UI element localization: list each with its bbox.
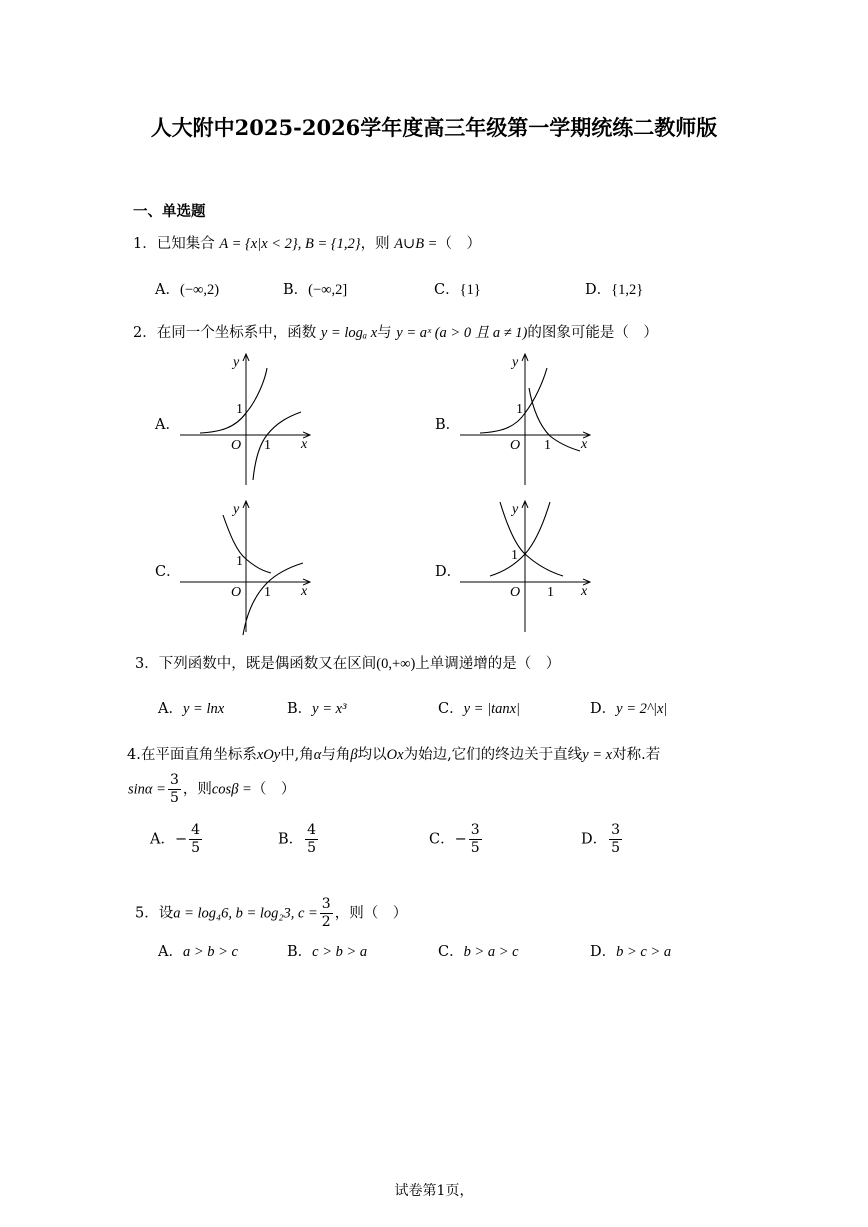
question-1 [133, 232, 481, 253]
math-expression: a = log₄6, b = log₂3, c = [173, 905, 318, 922]
option-c: C．{1} [434, 282, 481, 298]
option-b: B．c > b > a [287, 944, 368, 960]
x-label: x [301, 584, 308, 599]
exp-curve [480, 368, 547, 433]
option-d: D．{1,2} [585, 282, 644, 298]
origin-label: O [510, 438, 521, 453]
tick-one-y: 1 [236, 554, 243, 569]
x-label: x [301, 437, 308, 452]
option-d: D． $\frac{3}{5}$ [581, 822, 621, 856]
graph-label-a: A． [155, 417, 180, 433]
question-text: 与 [377, 325, 392, 341]
math-expression: y = aˣ (a > 0 且 a ≠ 1) [396, 325, 528, 341]
section-heading: 一、单选题 [133, 203, 206, 220]
question-text: 已知集合 [156, 236, 215, 252]
tick-one-y: 1 [236, 402, 243, 417]
log-curve [253, 412, 301, 480]
graph-label-b: B． [435, 417, 461, 433]
option-d: D．y = 2^|x| [590, 701, 668, 717]
question-number: 2． [133, 325, 157, 341]
question-text: 上单调递增的是（ ） [415, 656, 561, 672]
answer-paren: （ ） [437, 236, 481, 252]
math-expression: sinα = [128, 781, 166, 798]
tick-one-x: 1 [547, 585, 554, 600]
origin-label: O [231, 438, 242, 453]
question-number: 5． [135, 905, 159, 922]
option-b: B．y = x³ [287, 701, 347, 717]
fraction: $\frac{3}{2}$ [321, 896, 331, 930]
tick-one-x: 1 [264, 438, 271, 453]
tick-one-x: 1 [544, 438, 551, 453]
y-label: y [512, 502, 519, 517]
y-label: y [233, 502, 240, 517]
question-number: 1． [133, 236, 157, 252]
math-expression: y = logₐ x [320, 325, 378, 341]
tick-one-y: 1 [511, 548, 518, 563]
option-b: B． $\frac{4}{5}$ [278, 822, 317, 856]
graph-b [455, 350, 600, 490]
graph-label-d: D． [435, 564, 462, 580]
growth-curve [490, 502, 550, 576]
graph-d [455, 497, 600, 637]
graph-label-c: C． [155, 564, 181, 580]
question-text: ，则 [360, 236, 390, 252]
page-title: 人大附中2025-2026学年度高三年级第一学期统练二教师版 [150, 115, 718, 140]
option-c: C．− $\frac{3}{5}$ [429, 822, 480, 856]
decay-curve [500, 502, 563, 576]
fraction: $\frac{3}{5}$ [169, 772, 179, 806]
graph-c [175, 497, 320, 637]
x-label: x [581, 437, 588, 452]
origin-label: O [231, 585, 242, 600]
log-curve [243, 563, 303, 635]
log-curve [529, 388, 580, 451]
question-2 [133, 321, 658, 342]
math-expression: (0,+∞) [376, 656, 416, 672]
y-label: y [233, 355, 240, 370]
origin-label: O [510, 585, 521, 600]
question-number: 3． [135, 656, 159, 672]
math-expression: A∪B = [394, 236, 438, 252]
question-text: 的图象可能是（ ） [527, 325, 658, 341]
question-3 [135, 652, 560, 673]
graph-a [175, 350, 320, 490]
question-4-line-2: sinα = $\frac{3}{5}$ ，则cosβ =（ ） [128, 772, 296, 806]
question-4-line-1: 4.在平面直角坐标系xOy中,角α与角β均以Ox为始边,它们的终边关于直线y = x对称.若 [127, 747, 661, 763]
option-c: C．b > a > c [438, 944, 519, 960]
option-a: A．y = lnx [158, 701, 225, 717]
option-d: D．b > c > a [590, 944, 672, 960]
option-a: A．(−∞,2) [155, 282, 220, 298]
y-label: y [512, 355, 519, 370]
exp-curve [223, 515, 271, 573]
page-footer: 试卷第1页， [394, 1183, 474, 1199]
option-c: C．y = |tanx| [438, 701, 521, 717]
exp-curve [200, 368, 267, 433]
question-text: 下列函数中，既是偶函数又在区间 [158, 656, 377, 672]
math-expression: A = {x|x < 2}, B = {1,2} [219, 236, 361, 252]
tick-one-x: 1 [264, 585, 271, 600]
question-text: 在同一个坐标系中，函数 [156, 325, 317, 341]
question-5: 5．设a = log₄6, b = log₂3, c = $\frac{3}{2}$ ，则（ ） [135, 896, 408, 930]
tick-one-y: 1 [516, 402, 523, 417]
option-a: A．a > b > c [158, 944, 238, 960]
option-b: B．(−∞,2] [283, 282, 348, 298]
x-label: x [581, 584, 588, 599]
option-a: A．− $\frac{4}{5}$ [150, 822, 201, 856]
question-number: 4. [127, 747, 141, 763]
